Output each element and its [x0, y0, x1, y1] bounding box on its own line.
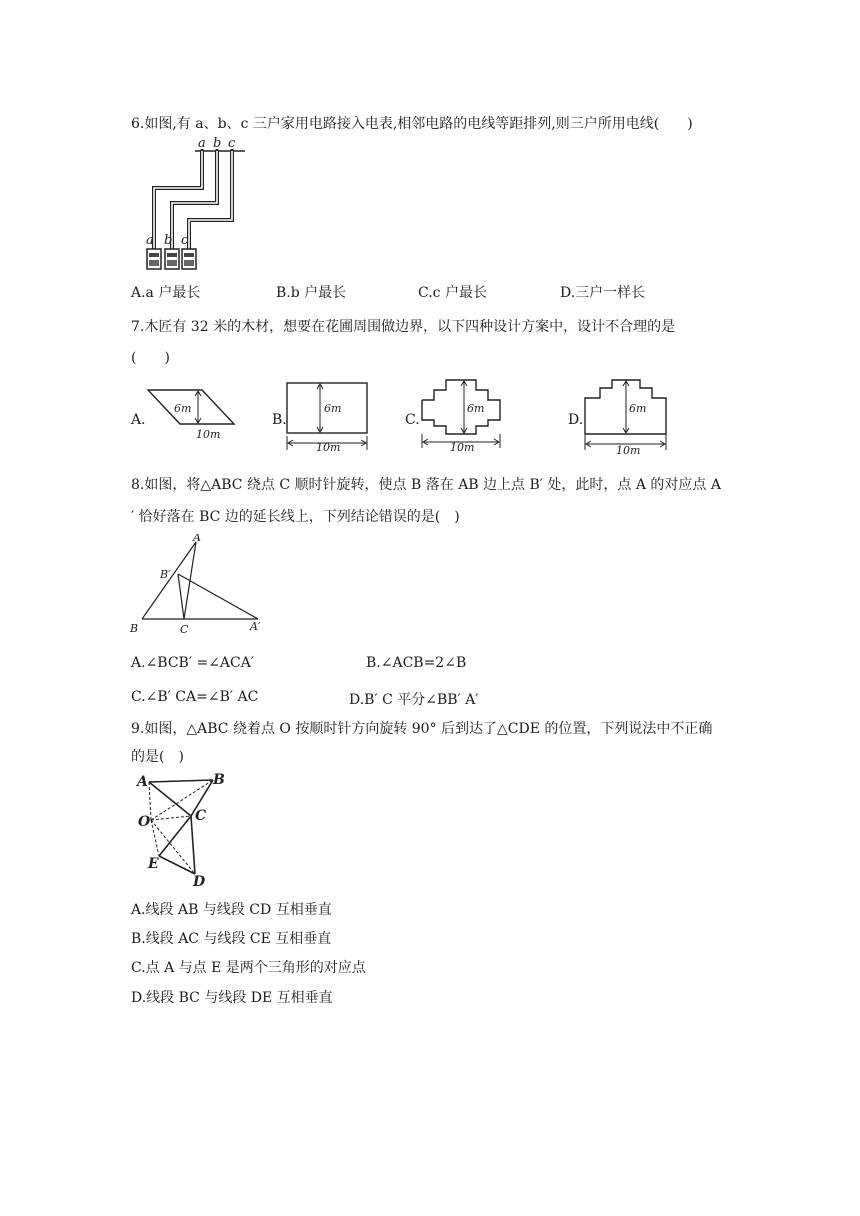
q9-option-b[interactable]: B.线段 AC 与线段 CE 互相垂直 [131, 931, 332, 947]
q8-option-b[interactable]: B.∠ACB=2∠B [366, 655, 467, 671]
q9-option-a[interactable]: A.线段 AB 与线段 CD 互相垂直 [131, 902, 332, 918]
q9-label-a: A [137, 774, 148, 790]
q7-option-b-letter[interactable]: B. [272, 412, 287, 428]
q7-figure-b-rectangle [284, 380, 374, 452]
q9-rotation-figure [135, 770, 235, 888]
q7-d-width-label: 10m [616, 444, 641, 456]
q9-option-c[interactable]: C.点 A 与点 E 是两个三角形的对应点 [131, 960, 366, 976]
q8-option-c[interactable]: C.∠B′ CA=∠B′ AC [131, 689, 259, 705]
q8-label-a: A [193, 534, 201, 544]
q7-option-a-letter[interactable]: A. [131, 412, 146, 428]
q7-b-height-label: 6m [324, 402, 342, 415]
q6-option-c[interactable]: C.c 户最长 [418, 285, 487, 301]
q7-option-c-letter[interactable]: C. [405, 412, 420, 428]
q9-option-d[interactable]: D.线段 BC 与线段 DE 互相垂直 [131, 990, 333, 1006]
q9-label-e: E [148, 856, 159, 872]
q9-label-c: C [195, 808, 207, 824]
q6-stem: 6.如图,有 a、b、c 三户家用电路接入电表,相邻电路的电线等距排列,则三户所用电线( ) [131, 116, 693, 132]
q6-label-c-bottom: c [181, 233, 189, 248]
q7-option-d-letter[interactable]: D. [568, 412, 584, 428]
q7-figure-c-stepped-shape [418, 376, 518, 452]
q8-label-b-prime: B′ [160, 568, 171, 581]
q8-stem-line2: ′ 恰好落在 BC 边的延长线上，下列结论错误的是( ) [131, 509, 460, 525]
q9-stem-line2: 的是( ) [131, 749, 184, 765]
q9-label-o: O [138, 814, 151, 830]
q6-label-b-bottom: b [164, 233, 173, 248]
q8-label-a-prime: A′ [250, 620, 261, 633]
q7-stem-line2: ( ) [131, 350, 170, 366]
q7-a-height-label: 6m [174, 402, 192, 415]
q9-label-b: B [213, 772, 225, 788]
q8-label-c: C [180, 623, 189, 636]
q9-stem-line1: 9.如图，△ABC 绕着点 O 按顺时针方向旋转 90° 后到达了△CDE 的位置，下列说法中不正确 [131, 721, 713, 737]
q7-c-height-label: 6m [467, 402, 485, 415]
q6-label-a-top: a [198, 136, 206, 151]
q7-a-width-label: 10m [196, 428, 221, 441]
q8-stem-line1: 8.如图，将△ABC 绕点 C 顺时针旋转，使点 B 落在 AB 边上点 B′ 处，此时，点 A 的对应点 A [131, 477, 721, 493]
q7-b-width-label: 10m [316, 441, 341, 452]
q8-option-a[interactable]: A.∠BCB′ =∠ACA′ [131, 655, 255, 671]
q6-option-a[interactable]: A.a 户最长 [131, 285, 201, 301]
q6-label-b-top: b [213, 136, 222, 151]
q6-option-b[interactable]: B.b 户最长 [276, 285, 347, 301]
q8-label-b: B [130, 622, 139, 635]
q6-circuit-figure [140, 136, 250, 272]
q9-label-d: D [193, 874, 206, 888]
q7-d-height-label: 6m [629, 402, 647, 415]
q6-label-c-top: c [228, 136, 236, 151]
q7-stem-line1: 7.木匠有 32 米的木材，想要在花圃周围做边界，以下四种设计方案中，设计不合理的是 [131, 319, 676, 335]
q7-figure-d-stepped-shape [582, 376, 682, 456]
q8-option-d[interactable]: D.B′ C 平分∠BB′ A′ [349, 692, 479, 708]
q6-option-d[interactable]: D.三户一样长 [560, 285, 646, 301]
q7-c-width-label: 10m [450, 441, 475, 452]
q6-label-a-bottom: a [146, 233, 154, 248]
q8-rotation-figure [128, 534, 270, 636]
q7-figure-a-parallelogram [144, 380, 244, 446]
